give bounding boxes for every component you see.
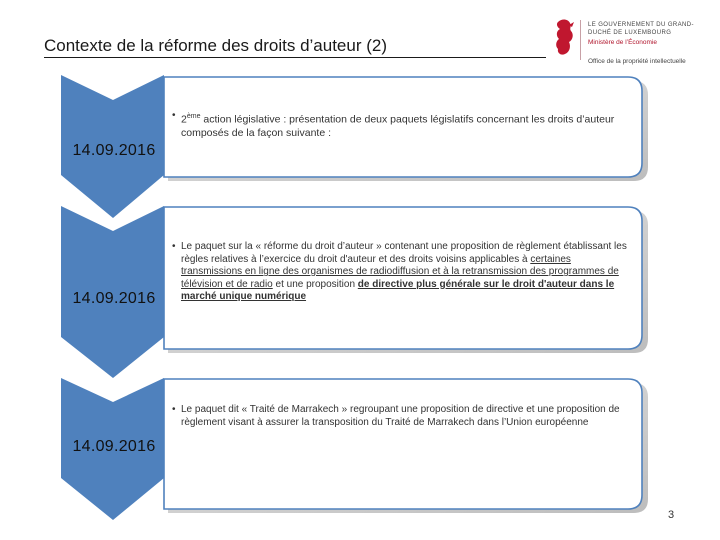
card-2-part-3: et une proposition <box>272 278 358 290</box>
bullet-marker: • <box>172 110 176 121</box>
government-name: LE GOUVERNEMENT DU GRAND-DUCHÉ DE LUXEMBOURG <box>588 22 694 36</box>
timeline-date-1: 14.09.2016 <box>72 142 156 159</box>
office-name: Office de la propriété intellectuelle <box>588 58 686 65</box>
card-3-text <box>172 404 630 429</box>
card-2-part-4: de directive plus générale sur le droit d'auteur dans le marché unique numérique <box>181 278 615 302</box>
card-2-body <box>181 241 630 304</box>
slide-title: Contexte de la réforme des droits d’auteur (2) <box>44 36 388 55</box>
card-3 <box>164 379 642 509</box>
timeline-date-2: 14.09.2016 <box>72 290 156 307</box>
timeline-date-3: 14.09.2016 <box>72 438 156 455</box>
card-1-body <box>181 110 632 140</box>
card-2-text <box>172 241 630 304</box>
card-2-part-1: Le paquet sur la « réforme du droit d’auteur » contenant une proposition de règlement établissant les règles relatives à l’exercice du droit d'auteur et des droits voisins applicables à <box>181 241 627 265</box>
card-2-part-2: certaines transmissions en ligne des organismes de radiodiffusion et à la retransmission des programmes de télévision et de radio <box>181 253 619 290</box>
ministry-name: Ministère de l’Économie <box>588 39 658 46</box>
card-1-text <box>172 110 632 140</box>
ordinal-number: 2 <box>181 113 187 126</box>
bullet-marker: • <box>172 241 176 252</box>
card-3-body: Le paquet dit « Traité de Marrakech » regroupant une proposition de directive et une proposition de règlement visant à assurer la transposition du Traité de Marrakech dans l’Union européenne <box>181 404 620 428</box>
ordinal-suffix: ème <box>186 113 201 120</box>
card-1-sentence: action législative : présentation de deux paquets législatifs concernant les droits d’auteur composés de la façon suivante : <box>181 113 615 139</box>
page-number: 3 <box>668 509 675 521</box>
bullet-marker: • <box>172 404 176 415</box>
